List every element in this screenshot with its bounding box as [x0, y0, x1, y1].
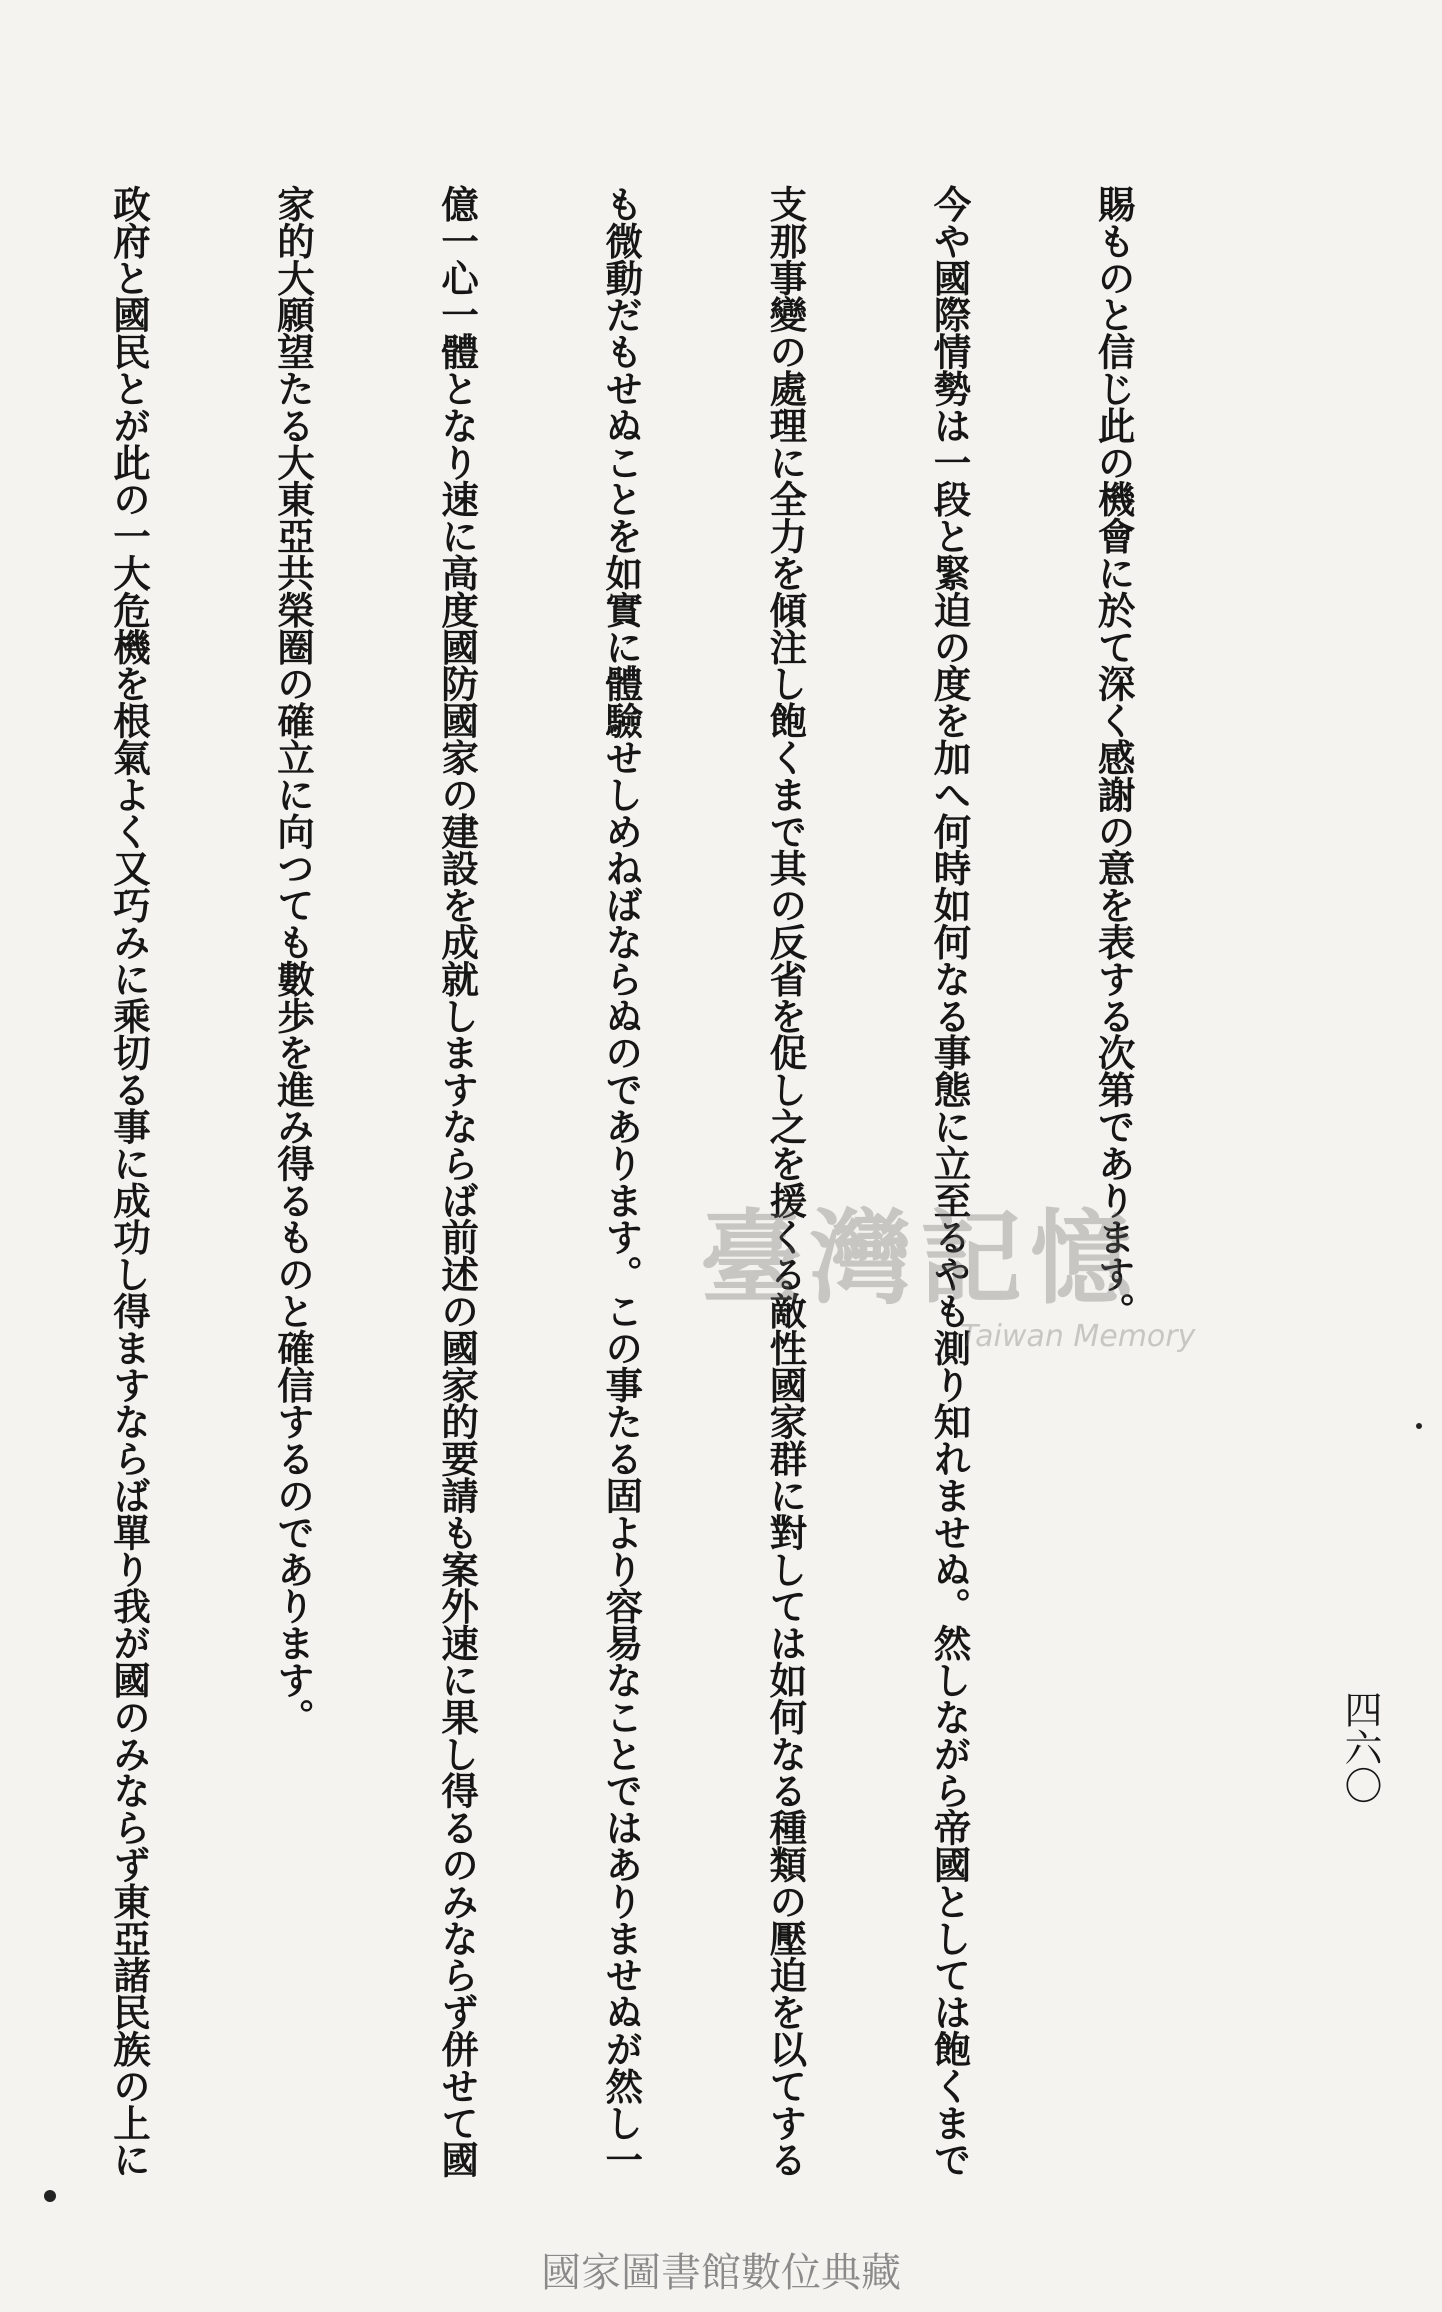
scan-speck	[44, 2190, 56, 2202]
text-column: 支那事變の處理に全力を傾注し飽くまで其の反省を促し之を援くる敵性國家群に對しては如何なる種類の壓迫を以てする	[763, 185, 808, 2178]
text-column: 今や國際情勢は一段と緊迫の度を加へ何時如何なる事態に立至るやも測り知れませぬ。然しながら帝國としては飽くまで	[927, 185, 972, 2178]
body-text	[60, 185, 1250, 2215]
watermark-chars: 臺灣記憶	[700, 1200, 1140, 1319]
text-column: 政府と國民とが此の一大危機を根氣よく又巧みに乘切る事に成功し得ますならば單り我が國のみならず東亞諸民族の上に	[106, 185, 151, 2178]
text-column: 家的大願望たる大東亞共榮圈の確立に向つても數歩を進み得るものと確信するのであります。	[271, 185, 316, 1735]
text-column: も微動だもせぬことを如實に體驗せしめねばならぬのであります。この事たる固より容易なことではありませぬが然し一	[599, 185, 644, 2178]
scan-speck	[1416, 1423, 1422, 1429]
text-column: 賜ものと信じ此の機會に於て深く感謝の意を表する次第であります。	[1091, 185, 1136, 1329]
watermark-subtitle: Taiwan Memory	[960, 1319, 1196, 1354]
page-number: 四六〇	[1338, 1690, 1382, 1804]
archive-footer: 國家圖書館數位典藏	[541, 2250, 901, 2296]
text-column: 億一心一體となり速に高度國防國家の建設を成就しますならば前述の國家的要請も案外速に果し得るのみならず併せて國	[435, 185, 480, 2178]
